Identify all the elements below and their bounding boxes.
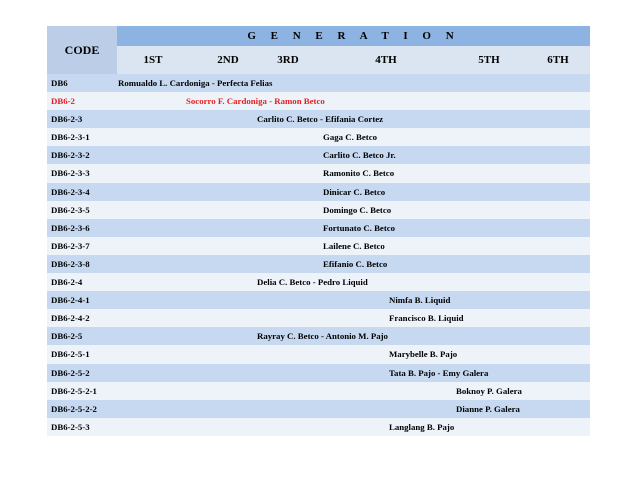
table-row — [47, 309, 590, 327]
row-code: DB6-2-5-3 — [51, 421, 90, 432]
row-code: DB6-2 — [51, 96, 75, 107]
generation-columns — [117, 46, 590, 74]
table-row — [47, 382, 590, 400]
gen-col-6th: 6TH — [547, 54, 569, 66]
row-name: Rayray C. Betco - Antonio M. Pajo — [257, 331, 388, 342]
row-code: DB6-2-3-5 — [51, 204, 90, 215]
row-name: Boknoy P. Galera — [456, 385, 522, 396]
table-row — [47, 92, 590, 110]
row-code: DB6-2-5-2-1 — [51, 385, 97, 396]
row-code: DB6-2-3-4 — [51, 186, 90, 197]
row-code: DB6-2-3-1 — [51, 132, 90, 143]
table-row — [47, 146, 590, 164]
row-name: Carlito C. Betco Jr. — [323, 150, 396, 161]
row-name: Dinicar C. Betco — [323, 186, 386, 197]
table-row — [47, 345, 590, 363]
row-name: Domingo C. Betco — [323, 204, 392, 215]
table-row — [47, 164, 590, 182]
table-row — [47, 74, 590, 92]
table-row — [47, 273, 590, 291]
row-name: Fortunato C. Betco — [323, 222, 396, 233]
row-name: Lailene C. Betco — [323, 240, 385, 251]
row-code: DB6-2-3-7 — [51, 240, 90, 251]
table-row — [47, 255, 590, 273]
gen-col-2nd: 2ND — [217, 54, 239, 66]
table-row — [47, 110, 590, 128]
row-code: DB6-2-4-1 — [51, 295, 90, 306]
row-code: DB6-2-3 — [51, 114, 83, 125]
gen-col-5th: 5TH — [478, 54, 500, 66]
row-name: Dianne P. Galera — [456, 403, 520, 414]
gen-col-3rd: 3RD — [277, 54, 299, 66]
table-body — [47, 74, 590, 436]
table-row — [47, 237, 590, 255]
row-name: Socorro F. Cardoniga - Ramon Betco — [186, 96, 325, 107]
row-name: Francisco B. Liquid — [389, 313, 464, 324]
row-code: DB6-2-3-6 — [51, 222, 90, 233]
table-row — [47, 219, 590, 237]
row-code: DB6-2-5 — [51, 331, 83, 342]
table-row — [47, 418, 590, 436]
row-name: Carlito C. Betco - Efifania Cortez — [257, 114, 384, 125]
row-code: DB6-2-5-1 — [51, 349, 90, 360]
row-name: Tata B. Pajo - Emy Galera — [389, 367, 489, 378]
gen-col-4th: 4TH — [375, 54, 397, 66]
row-name: Nimfa B. Liquid — [389, 295, 451, 306]
row-code: DB6-2-5-2-2 — [51, 403, 97, 414]
genealogy-table — [47, 26, 590, 436]
table-row — [47, 291, 590, 309]
table-row — [47, 128, 590, 146]
table-header — [47, 26, 590, 74]
table-row — [47, 400, 590, 418]
row-code: DB6-2-4-2 — [51, 313, 90, 324]
table-row — [47, 183, 590, 201]
row-name: Romualdo L. Cardoniga - Perfecta Felias — [118, 78, 273, 88]
code-column-header: CODE — [47, 26, 117, 74]
generation-title: G E N E R A T I O N — [117, 26, 590, 46]
gen-col-1st: 1ST — [143, 54, 163, 66]
table-row — [47, 201, 590, 219]
table-row — [47, 327, 590, 345]
row-code: DB6-2-4 — [51, 277, 83, 288]
row-code: DB6 — [51, 78, 68, 88]
row-code: DB6-2-3-3 — [51, 168, 90, 179]
row-name: Efifanio C. Betco — [323, 258, 388, 269]
row-name: Delia C. Betco - Pedro Liquid — [257, 277, 368, 288]
row-code: DB6-2-5-2 — [51, 367, 90, 378]
row-code: DB6-2-3-2 — [51, 150, 90, 161]
row-code: DB6-2-3-8 — [51, 258, 90, 269]
row-name: Ramonito C. Betco — [323, 168, 395, 179]
row-name: Langlang B. Pajo — [389, 421, 455, 432]
row-name: Gaga C. Betco — [323, 132, 377, 143]
row-name: Marybelle B. Pajo — [389, 349, 458, 360]
table-row — [47, 364, 590, 382]
